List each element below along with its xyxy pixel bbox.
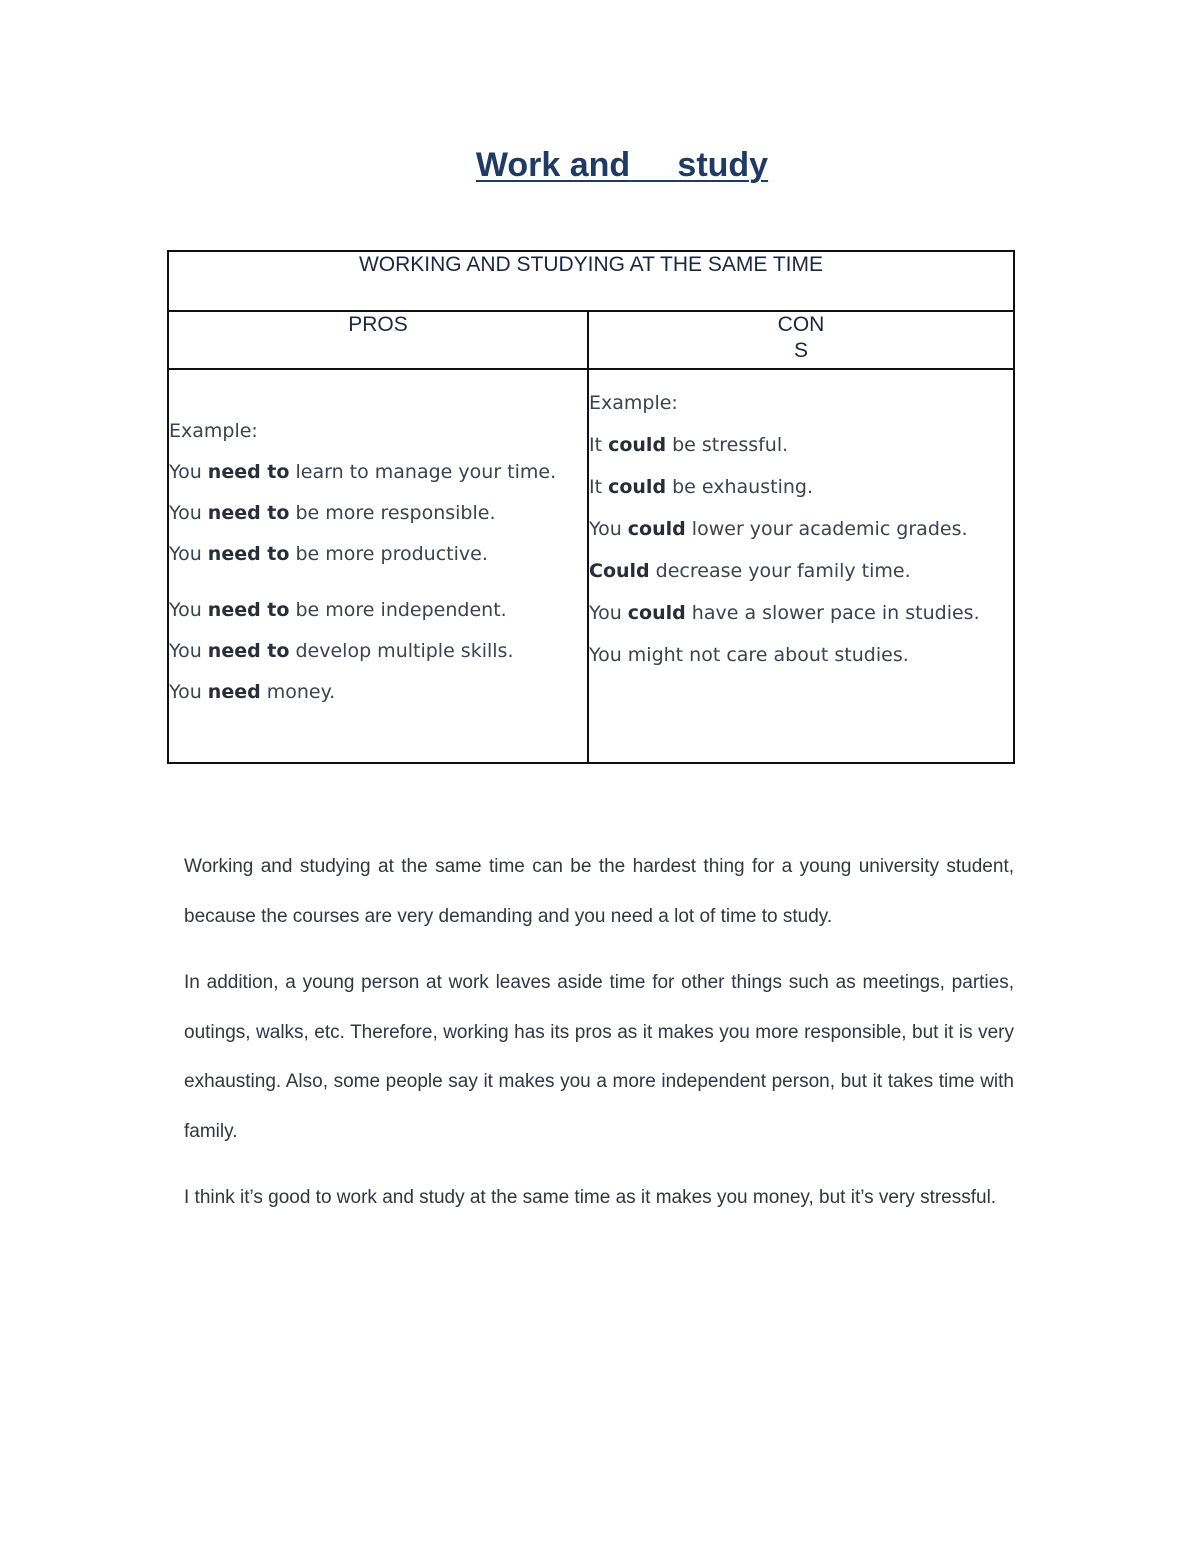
table-header-text: WORKING AND STUDYING AT THE SAME TIME bbox=[358, 253, 823, 276]
pros-line-post: develop multiple skills. bbox=[289, 640, 514, 662]
pros-line-bold: need to bbox=[207, 640, 290, 662]
essay-paragraph: Working and studying at the same time can be the hardest thing for a young university student, because the courses are very demanding and you need a lot of time to study. bbox=[184, 856, 1014, 927]
cons-line-post: have a slower pace in studies. bbox=[685, 602, 980, 624]
cons-line-pre: You bbox=[589, 518, 628, 540]
pros-cell bbox=[168, 369, 588, 763]
pros-label: PROS bbox=[348, 313, 408, 336]
pros-cons-table bbox=[167, 250, 1015, 764]
cons-line bbox=[589, 475, 1013, 499]
title-left: Work and bbox=[475, 146, 631, 184]
title-right: study bbox=[677, 146, 769, 184]
pros-line-bold: need to bbox=[207, 502, 290, 524]
cons-line bbox=[589, 517, 1013, 541]
cons-line bbox=[589, 559, 1013, 583]
title-gap bbox=[630, 146, 677, 184]
cons-line-pre: You bbox=[589, 602, 628, 624]
cons-line-bold: could bbox=[627, 602, 686, 624]
cons-line-bold: could bbox=[608, 434, 667, 456]
pros-line-post: be more independent. bbox=[289, 599, 507, 621]
pros-line-pre: Example: bbox=[169, 420, 258, 442]
cons-line-pre: It bbox=[589, 434, 609, 456]
cons-line bbox=[589, 433, 1013, 457]
pros-column-header bbox=[168, 311, 588, 369]
cons-line-post: be exhausting. bbox=[666, 476, 813, 498]
pros-line-pre: You bbox=[169, 461, 208, 483]
table-header bbox=[168, 251, 1014, 311]
cons-line bbox=[589, 391, 1013, 415]
cons-line bbox=[589, 643, 1013, 667]
essay-paragraph: I think it’s good to work and study at the same time as it makes you money, but it’s very stressful. bbox=[184, 1187, 997, 1208]
cons-line-post: decrease your family time. bbox=[649, 560, 911, 582]
cons-line-pre: Example: bbox=[589, 392, 678, 414]
pros-line-pre: You bbox=[169, 640, 208, 662]
pros-line-post: learn to manage your time. You bbox=[169, 461, 557, 524]
pros-line bbox=[169, 631, 587, 672]
essay-body bbox=[184, 842, 1014, 1240]
cons-column-header bbox=[588, 311, 1014, 369]
cons-line-bold: could bbox=[627, 518, 686, 540]
cons-line-post: be stressful. bbox=[666, 434, 789, 456]
pros-line-bold: need to bbox=[207, 599, 290, 621]
pros-line-post: be more responsible. bbox=[289, 502, 496, 524]
cons-line-bold: could bbox=[608, 476, 667, 498]
pros-list bbox=[169, 411, 587, 713]
pros-line-pre: You bbox=[169, 543, 208, 565]
cons-line-bold: Could bbox=[589, 560, 650, 582]
pros-line bbox=[169, 590, 587, 631]
pros-line bbox=[169, 452, 587, 534]
pros-line-bold: need bbox=[207, 681, 261, 703]
pros-line-pre: You bbox=[169, 681, 208, 703]
essay-paragraph: In addition, a young person at work leaves aside time for other things such as meetings, parties, outings, walks, etc. Therefore, working has its pros as it makes you more responsible, but it is very exhausting. Also, some people say it makes you a more independent person, but it takes time with family. bbox=[184, 972, 1014, 1142]
pros-line bbox=[169, 672, 587, 713]
cons-list bbox=[589, 391, 1013, 667]
cons-cell bbox=[588, 369, 1014, 763]
cons-label: CONS bbox=[777, 313, 825, 362]
cons-line-pre: You might not care about studies. bbox=[589, 644, 909, 666]
document-title bbox=[0, 146, 1200, 185]
pros-line bbox=[169, 411, 587, 452]
pros-line-bold: need to bbox=[207, 543, 290, 565]
cons-line bbox=[589, 601, 1013, 625]
cons-line-post: lower your academic grades. bbox=[685, 518, 968, 540]
pros-line-bold: need to bbox=[207, 461, 290, 483]
pros-line-pre: You bbox=[169, 599, 208, 621]
pros-line-post: be more productive. bbox=[289, 543, 488, 565]
pros-line bbox=[169, 534, 587, 575]
pros-line-post: money. bbox=[260, 681, 336, 703]
cons-line-pre: It bbox=[589, 476, 609, 498]
